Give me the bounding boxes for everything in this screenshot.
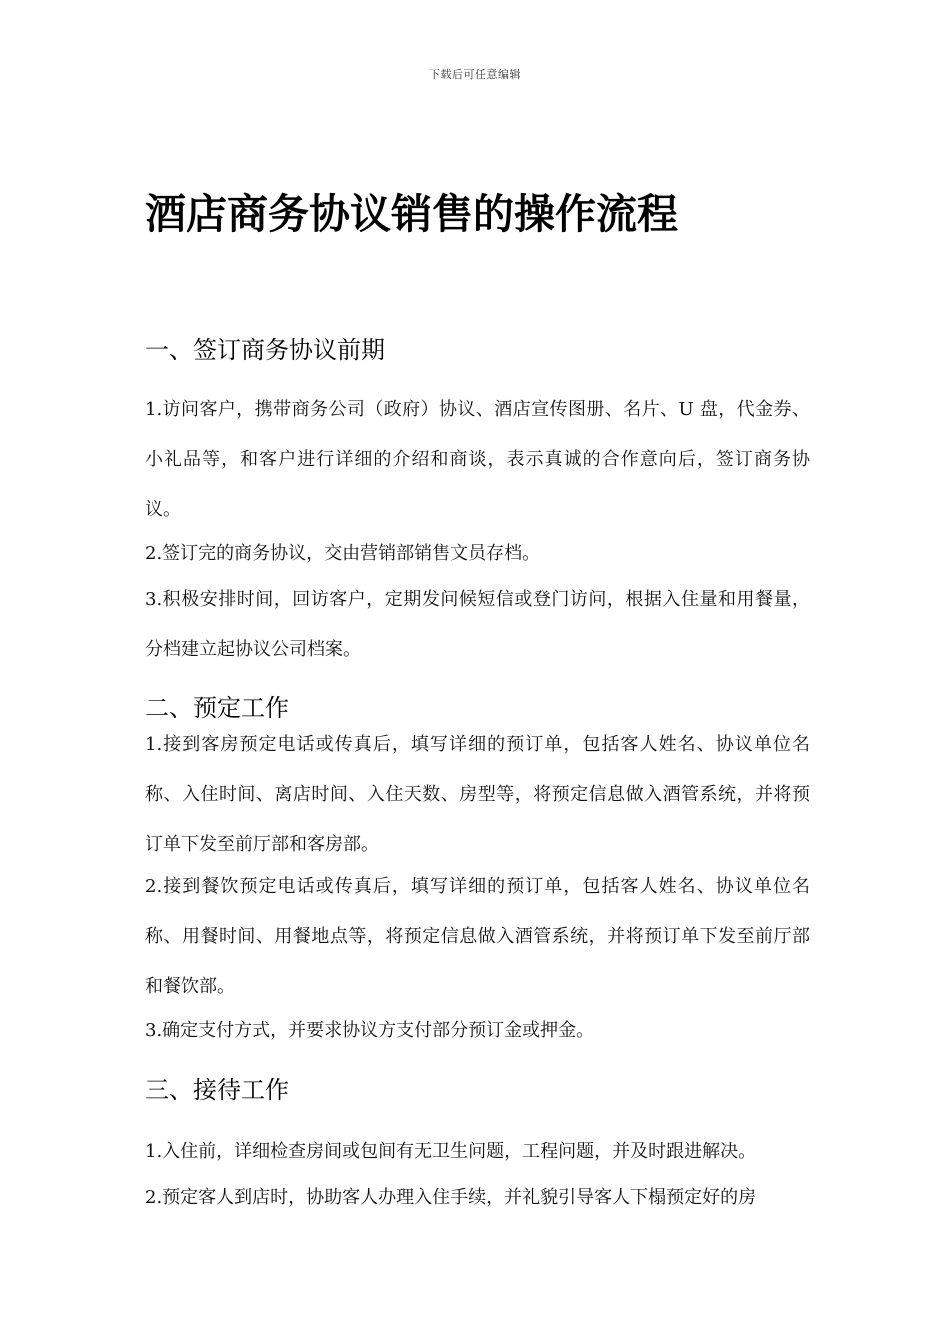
section-heading-3: 三、接待工作 [145, 1076, 289, 1104]
paragraph-3-2: 2.预定客人到店时，协助客人办理入住手续，并礼貌引导客人下榻预定好的房 [145, 1187, 757, 1208]
paragraph-1-3: 3.积极安排时间，回访客户，定期发问候短信或登门访问，根据入住量和用餐量，分档建立起协议公司档案。 [145, 589, 810, 660]
paragraph-2-3: 3.确定支付方式，并要求协议方支付部分预订金或押金。 [145, 1020, 595, 1041]
paragraph-2-2: 2.接到餐饮预定电话或传真后，填写详细的预订单，包括客人姓名、协议单位名称、用餐时间、用餐地点等，将预定信息做入酒管系统，并将预订单下发至前厅部和餐饮部。 [145, 876, 810, 997]
document-title: 酒店商务协议销售的操作流程 [145, 190, 678, 238]
header-note: 下载后可任意编辑 [429, 68, 521, 81]
paragraph-1-1: 1.访问客户，携带商务公司（政府）协议、酒店宣传图册、名片、U 盘，代金券、小礼品等，和客户进行详细的介绍和商谈，表示真诚的合作意向后，签订商务协议。 [145, 399, 810, 520]
paragraph-2-1: 1.接到客房预定电话或传真后，填写详细的预订单，包括客人姓名、协议单位名称、入住时间、离店时间、入住天数、房型等，将预定信息做入酒管系统，并将预订单下发至前厅部和客房部。 [145, 734, 810, 855]
paragraph-3-1: 1.入住前，详细检查房间或包间有无卫生问题，工程问题，并及时跟进解决。 [145, 1141, 757, 1162]
section-heading-1: 一、签订商务协议前期 [145, 336, 385, 364]
section-heading-2: 二、预定工作 [145, 694, 289, 722]
paragraph-1-2: 2.签订完的商务协议，交由营销部销售文员存档。 [145, 543, 541, 564]
